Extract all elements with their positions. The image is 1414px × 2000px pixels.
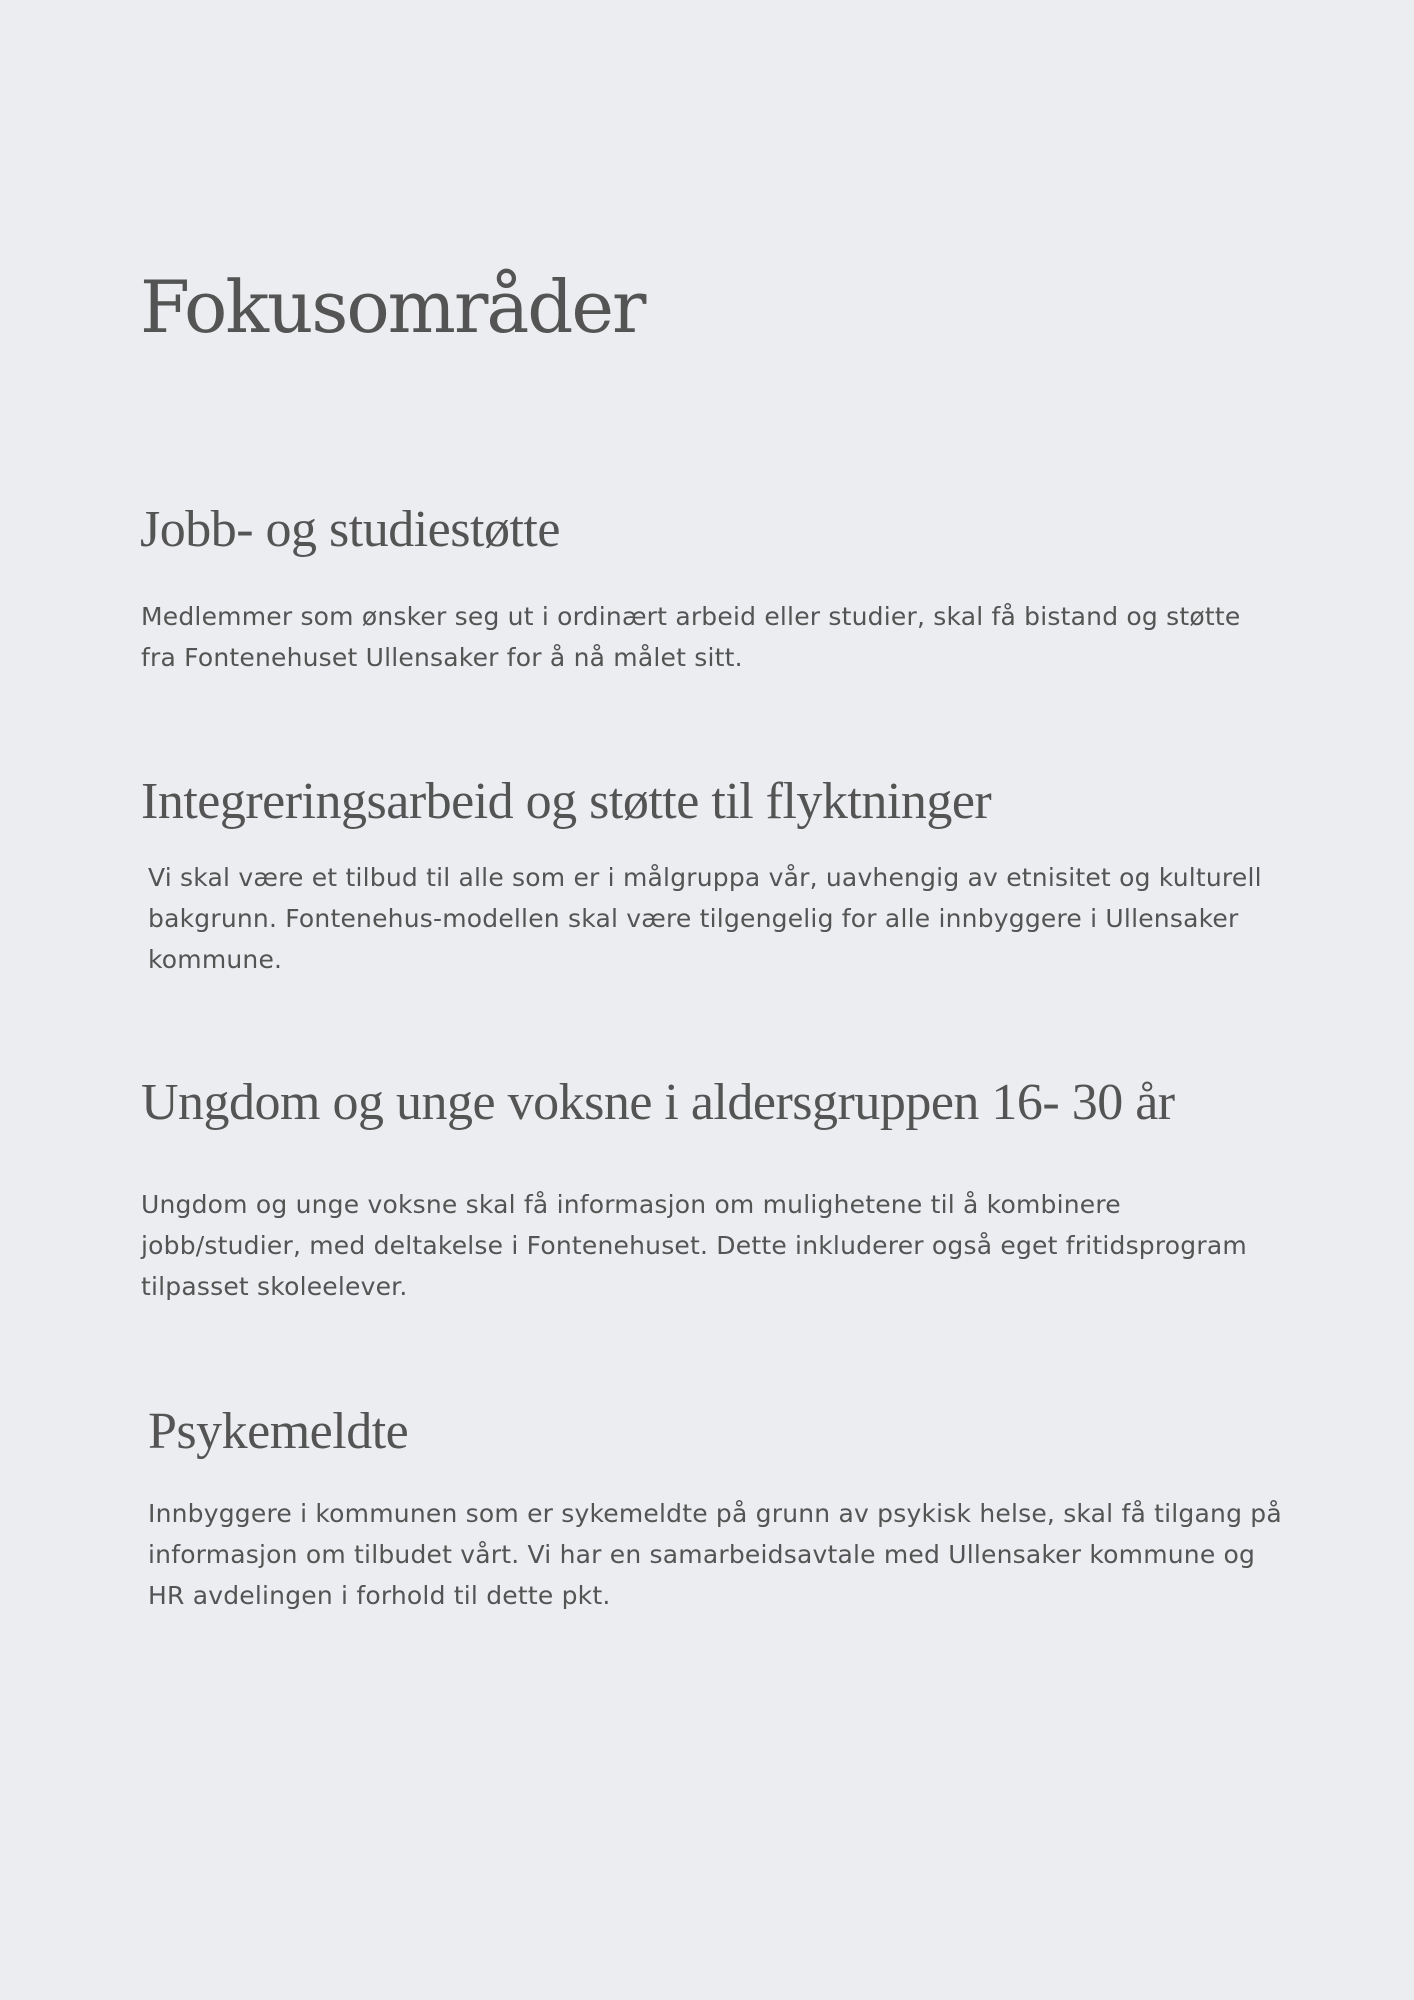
section-heading-ungdom-og-unge-voksne: Ungdom og unge voksne i aldersgruppen 16- 30 år [141, 1074, 1175, 1131]
section-heading-integreringsarbeid: Integreringsarbeid og støtte til flyktninger [141, 773, 992, 830]
section-heading-jobb-og-studiestotte: Jobb- og studiestøtte [140, 501, 560, 558]
section-body-psykemeldte: Innbyggere i kommunen som er sykemeldte på grunn av psykisk helse, skal få tilgang på informasjon om tilbudet vårt. Vi har en samarbeidsavtale med Ullensaker kommune og HR avdelingen i forhold til dette pkt. [148, 1499, 1282, 1610]
section-body-integreringsarbeid: Vi skal være et tilbud til alle som er i målgruppa vår, uavhengig av etnisitet og kulturell bakgrunn. Fontenehus-modellen skal være tilgengelig for alle innbyggere i Ullensaker kommune. [148, 863, 1262, 974]
page-title: Fokusområder [140, 265, 645, 349]
section-body-jobb-og-studiestotte: Medlemmer som ønsker seg ut i ordinært arbeid eller studier, skal få bistand og støtte fra Fontenehuset Ullensaker for å nå målet sitt. [141, 602, 1241, 672]
section-body-ungdom-og-unge-voksne: Ungdom og unge voksne skal få informasjon om mulighetene til å kombinere jobb/studier, med deltakelse i Fontenehuset. Dette inkluderer også eget fritidsprogram tilpasset skoleelever. [141, 1190, 1247, 1301]
section-heading-psykemeldte: Psykemeldte [148, 1403, 409, 1460]
